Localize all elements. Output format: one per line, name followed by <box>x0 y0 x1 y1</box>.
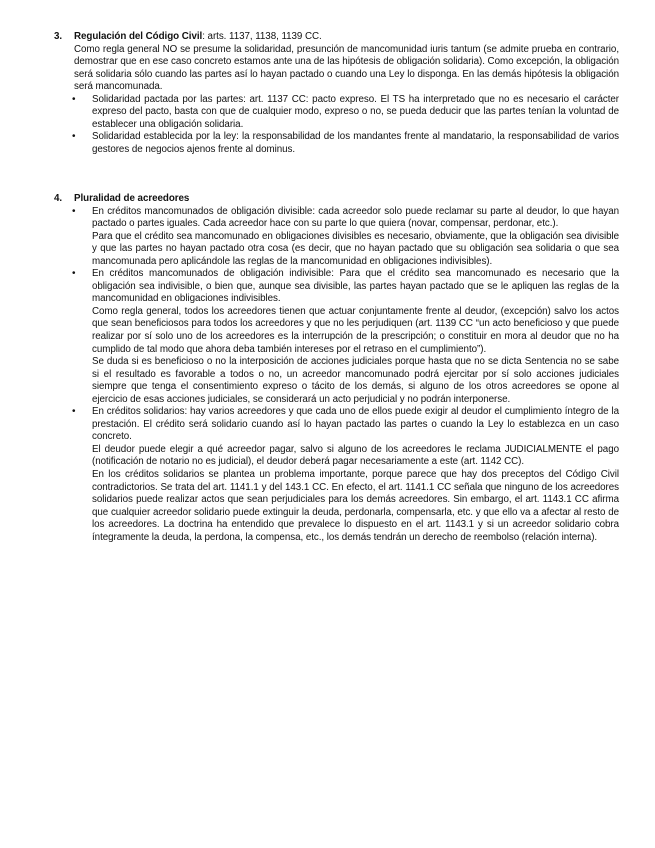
list-item <box>54 206 619 269</box>
section-4-number: 4. <box>54 193 63 204</box>
bullet-icon: • <box>72 93 76 105</box>
bullet-paragraph: El deudor puede elegir a qué acreedor pagar, salvo si alguno de los acreedores le reclama JUDICIALMENTE el pago (notificación de notario no es judicial), el deudor deberá pagar necesariamente a este (art. 1142 CC). <box>92 443 619 468</box>
bullet-paragraph: En créditos mancomunados de obligación indivisible: Para que el crédito sea mancomunado es necesario que la obligación sea indivisible, o bien que, aunque sea divisible, las partes hayan pactado que se le apliquen las reglas de la mancomunidad en obligaciones indivisibles. <box>92 268 619 305</box>
bullet-icon: • <box>72 205 76 217</box>
bullet-text: Solidaridad pactada por las partes: art. 1137 CC: pacto expreso. El TS ha interpretado que no es necesario el carácter expreso del pacto, basta con que de cualquier modo, expreso o no, se pueda deducir que las partes tenían la voluntad de establecer una obligación solidaria. <box>92 93 619 130</box>
bullet-text: Solidaridad establecida por la ley: la responsabilidad de los mandantes frente al mandatario, la responsabilidad de varios gestores de negocios ajenos frente al dominus. <box>92 131 619 155</box>
bullet-icon: • <box>72 268 76 280</box>
section-3-body <box>74 31 619 156</box>
list-item <box>54 94 619 132</box>
section-3-title: Regulación del Código Civil <box>74 31 203 42</box>
section-4 <box>54 193 619 544</box>
list-item <box>54 268 619 406</box>
bullet-paragraph: Como regla general, todos los acreedores tienen que actuar conjuntamente frente al deudor, (excepción) salvo los actos que sean beneficiosos para todos los acreedores y que no les perjudiquen (art. 1139 CC “un acto beneficioso y que puede realizar por sí solo uno de los acreedores es la interrupción de la prescripción; o constituir en mora al deudor que no ha cumplido de tal modo que ahora deba también intereses por el retraso en el cumplimiento”). <box>92 305 619 355</box>
bullet-paragraph: En los créditos solidarios se plantea un problema importante, porque parece que hay dos preceptos del Código Civil contradictorios. Se trata del art. 1141.1 y del 143.1 CC. En efecto, el art. 1141.1 CC señala que ninguno de los acreedores solidarios puede realizar actos que sean perjudiciales para los demás acreedores. Sin embargo, el art. 1143.1 CC afirma que cualquier acreedor solidario puede extinguir la deuda, perdonarla, compensarla, etc. y que ello va a afectar al resto de los acreedores. La doctrina ha entendido que prevalece lo dispuesto en el art. 1143.1 y si un acreedor solidario cobra íntegramente la deuda, la perdona, la compensa, etc., los demás tendrán un derecho de reembolso (relación interna). <box>92 469 619 543</box>
bullet-paragraph: Para que el crédito sea mancomunado en obligaciones divisibles es necesario, obviamente, que la obligación sea divisible y que las partes no hayan pactado otra cosa (es decir, que no hayan pactado que su obligación sea solidaria o que sea mancomunada pero aplicándole las reglas de la mancomunidad en obligaciones indivisibles). <box>92 230 619 267</box>
bullet-paragraph: En créditos solidarios: hay varios acreedores y que cada uno de ellos puede exigir al deudor el cumplimiento íntegro de la prestación. El crédito será solidario cuando así lo hayan pactado las partes o cuando la Ley lo establezca en un caso concreto. <box>92 406 619 443</box>
section-3-heading <box>74 31 619 44</box>
section-4-bullets <box>54 206 619 545</box>
section-3-title-suffix: : arts. 1137, 1138, 1139 CC. <box>202 31 322 42</box>
list-item <box>54 406 619 544</box>
bullet-paragraph: En créditos mancomunados de obligación divisible: cada acreedor solo puede reclamar su parte al deudor, lo que hayan pactado o partes iguales. Cada acreedor hace con su parte lo que quiera (novar, compensar, perdonar, etc.). <box>92 205 619 230</box>
section-3-number: 3. <box>54 31 63 42</box>
section-3-intro: Como regla general NO se presume la solidaridad, presunción de mancomunidad iuris tantum (se admite prueba en contrario, demostrar que en ese caso concreto estamos ante una de las hipótesis de obligación solidaria). Como excepción, la obligación será solidaria sólo cuando las partes así lo hayan pactado o cuando una Ley lo disponga. En las demás hipótesis la obligación será mancomunada. <box>74 43 619 93</box>
bullet-icon: • <box>72 131 76 143</box>
section-4-body <box>74 193 619 544</box>
list-item <box>54 131 619 156</box>
section-3-bullets <box>54 94 619 157</box>
bullet-icon: • <box>72 406 76 418</box>
bullet-paragraph: Se duda si es beneficioso o no la interposición de acciones judiciales porque hasta que no se dicta Sentencia no se sabe si el resultado es favorable a todos o no, un acreedor mancomunado podrá ejercitar por sí solo acciones judiciales siempre que tenga el consentimiento expreso o tácito de los demás, si alguno de los otros acreedores se opone al ejercicio de esas acciones judiciales, se considerará un acto perjudicial y no podrán interponerse. <box>92 356 619 405</box>
section-3 <box>54 31 619 156</box>
section-4-title: Pluralidad de acreedores <box>74 193 190 204</box>
